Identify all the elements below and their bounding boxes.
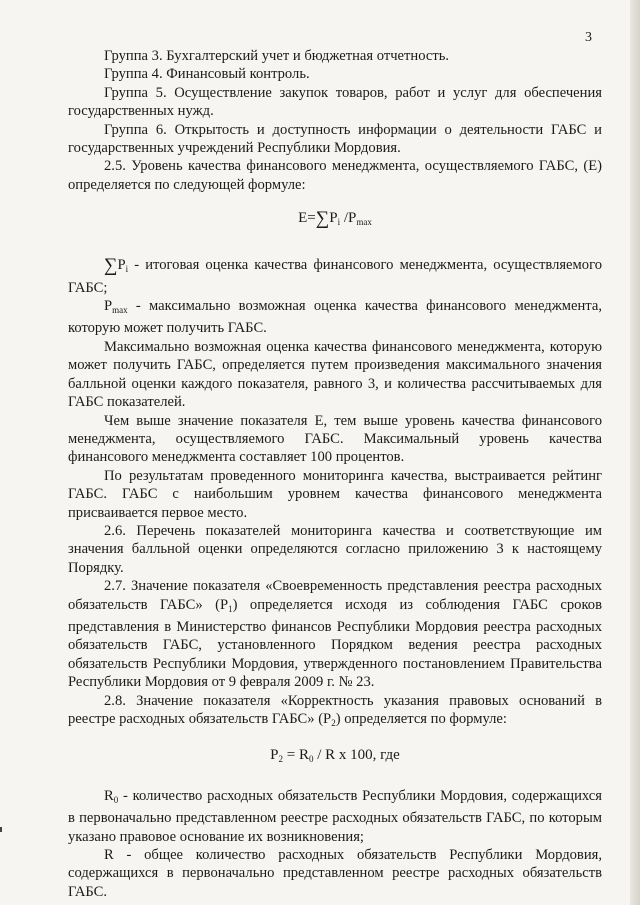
paragraph-2-5: 2.5. Уровень качества финансового менеджмента, осуществляемого ГАБС, (Е) определяется по следующей формуле: [68,158,602,193]
paragraph-2-7-sub: 1 [228,603,233,614]
definition-pmax-text: - максимально возможная оценка качества финансового менеджмента, которую может получить ГАБС. [68,298,602,337]
paragraph-group-6: Группа 6. Открытость и доступность информации о деятельности ГАБС и государственных учреждений Республики Мордовия. [68,121,602,157]
formula-e-slash: /P [340,210,357,227]
definition-r: R - общее количество расходных обязательств Республики Мордовия, содержащихся в первоначально представленном реестре расходных обязательств ГАБС. [68,847,602,900]
paragraph-2-6: 2.6. Перечень показателей мониторинга качества и соответствующие им значения балльной оценки определяются согласно приложению 3 к настоящему Порядку. [68,522,602,576]
definition-sum-text: - итоговая оценка качества финансового менеджмента, осуществляемого ГАБС; [68,257,602,296]
paragraph-2-8-part-a: 2.8. Значение показателя «Корректность указания правовых оснований в реестре расходных обязательств ГАБС» (P [68,692,602,727]
definition-r0-text: - количество расходных обязательств Республики Мордовия, содержащихся в первоначально представленном реестре расходных обязательств ГАБС, по которым указано правовое основание их возникновения; [68,787,602,845]
formula-e-sub-i: i [337,217,341,228]
formula-p2-mid: = R [283,747,309,764]
formula-p2-tail: / R x 100, где [313,747,400,764]
definition-pmax-p: P [104,298,113,315]
sum-symbol: ∑ [104,255,118,277]
formula-e-p: P [329,210,338,227]
paragraph-higher-e: Чем выше значение показателя Е, тем выше уровень качества финансового менеджмента, осуществляемого ГАБС. Максимальный уровень качества финансового менеджмента составляет 100 процентов. [68,412,602,466]
paragraph-2-8-part-b: ) определяется по формуле: [335,711,507,727]
paragraph-rating: По результатам проведенного мониторинга качества, выстраивается рейтинг ГАБС. ГАБС с наибольшим уровнем качества финансового менеджмента присваивается первое место. [68,467,602,521]
definition-sum-p: P [117,257,126,274]
paragraph-group-4: Группа 4. Финансовый контроль. [104,66,310,83]
paragraph-2-7 [68,577,602,691]
sum-symbol: ∑ [315,208,330,230]
paragraph-2-7-part-a: 2.7. Значение показателя «Своевременность представления реестра расходных обязательств ГАБС» (P [68,578,602,613]
formula-e [68,208,602,232]
paragraph-2-7-part-b: ) определяется исходя из соблюдения ГАБС сроков представления в Министерство финансов Республики Мордовия реестра расходных обязательств ГАБС, установленного Порядком ведения реестра расходных обязательств Республики Мордовия, утвержденного постановлением Правительства Республики Мордовия от 9 февраля 2009 г. № 23. [68,596,602,691]
paragraph-2-8 [68,692,602,733]
paragraph-group-5: Группа 5. Осуществление закупок товаров, работ и услуг для обеспечения государственных нужд. [68,84,602,120]
formula-p2 [68,746,602,768]
definition-r0-r: R [104,787,114,804]
definition-pmax [68,297,602,338]
page-number: 3 [585,30,592,45]
formula-e-sub-max: max [356,217,372,228]
paragraph-max-score: Максимально возможная оценка качества финансового менеджмента, которую может получить ГАБС, определяется путем произведения максимального значения балльной оценки каждого показателя, равного 3, и количества рассчитываемых для ГАБС показателей. [68,338,602,411]
formula-e-lhs: Е= [298,210,316,227]
formula-p2-sub-0: 0 [308,754,314,765]
definition-sum-pi [68,256,602,297]
definition-pmax-sub: max [112,305,128,316]
paragraph-2-8-sub: 2 [331,718,336,728]
page-edge-shadow [630,0,640,905]
definition-r0-sub: 0 [113,794,119,805]
paragraph-group-3: Группа 3. Бухгалтерский учет и бюджетная отчетность. [104,48,450,64]
margin-mark [0,827,8,832]
document-body [68,47,602,901]
formula-p2-sub-2: 2 [278,754,283,765]
definition-r0 [68,787,602,846]
formula-p2-p: P [270,747,279,764]
definition-sum-sub-i: i [125,264,129,275]
